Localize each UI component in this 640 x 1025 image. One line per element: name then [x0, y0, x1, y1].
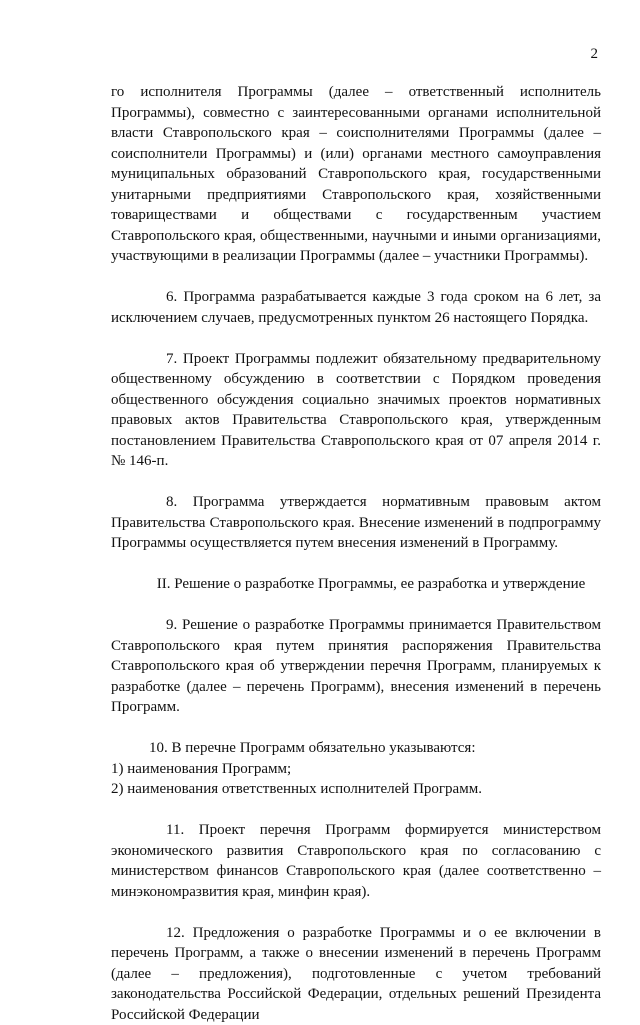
- section-heading: II. Решение о разработке Программы, ее разработка и утверждение: [111, 574, 601, 595]
- paragraph-9: 9. Решение о разработке Программы принимается Правительством Ставропольского края путем принятия распоряжения Правительства Ставропольского края об утверждении перечня Программ, планируемых к разработке (далее – перечень Программ), внесения изменений в перечень Программ.: [111, 615, 601, 718]
- list-item-2: 2) наименования ответственных исполнителей Программ.: [111, 779, 601, 800]
- paragraph-gap: [111, 328, 601, 349]
- paragraph-gap: [111, 718, 601, 739]
- paragraph-gap: [111, 800, 601, 821]
- paragraph-gap: [111, 472, 601, 493]
- paragraph-continuation: го исполнителя Программы (далее – ответственный исполнитель Программы), совместно с заинтересованными органами исполнительной власти Ставропольского края – соисполнителями Программы (далее – соисполнители Программы) и (или) органами местного самоуправления муниципальных образований Ставропольского края, государственными унитарными предприятиями Ставропольского края, хозяйственными товариществами и обществами с государственным участием Ставропольского края, общественными, научными и иными организациями, участвующими в реализации Программы (далее – участники Программы).: [111, 82, 601, 267]
- list-item-1: 1) наименования Программ;: [111, 759, 601, 780]
- page-number: 2: [591, 47, 599, 62]
- paragraph-12: 12. Предложения о разработке Программы и о ее включении в перечень Программ, а также о внесении изменений в перечень Программ (далее – предложения), подготовленные с учетом требований законодательства Российской Федерации, отдельных решений Президента Российской Федерации: [111, 923, 601, 1025]
- document-body: [111, 82, 601, 1025]
- paragraph-gap: [111, 595, 601, 616]
- paragraph-6: 6. Программа разрабатывается каждые 3 года сроком на 6 лет, за исключением случаев, предусмотренных пунктом 26 настоящего Порядка.: [111, 287, 601, 328]
- paragraph-7: 7. Проект Программы подлежит обязательному предварительному общественному обсуждению в соответствии с Порядком проведения общественного обсуждения социально значимых проектов нормативных правовых актов Правительства Ставропольского края, утвержденным постановлением Правительства Ставропольского края от 07 апреля 2014 г. № 146-п.: [111, 349, 601, 472]
- paragraph-8: 8. Программа утверждается нормативным правовым актом Правительства Ставропольского края. Внесение изменений в подпрограмму Программы осуществляется путем внесения изменений в Программу.: [111, 492, 601, 554]
- paragraph-gap: [111, 902, 601, 923]
- paragraph-gap: [111, 554, 601, 575]
- paragraph-11: 11. Проект перечня Программ формируется министерством экономического развития Ставропольского края по согласованию с министерством финансов Ставропольского края (далее соответственно – минэкономразвития края, минфин края).: [111, 820, 601, 902]
- paragraph-10: 10. В перечне Программ обязательно указываются:: [111, 738, 601, 759]
- paragraph-gap: [111, 267, 601, 288]
